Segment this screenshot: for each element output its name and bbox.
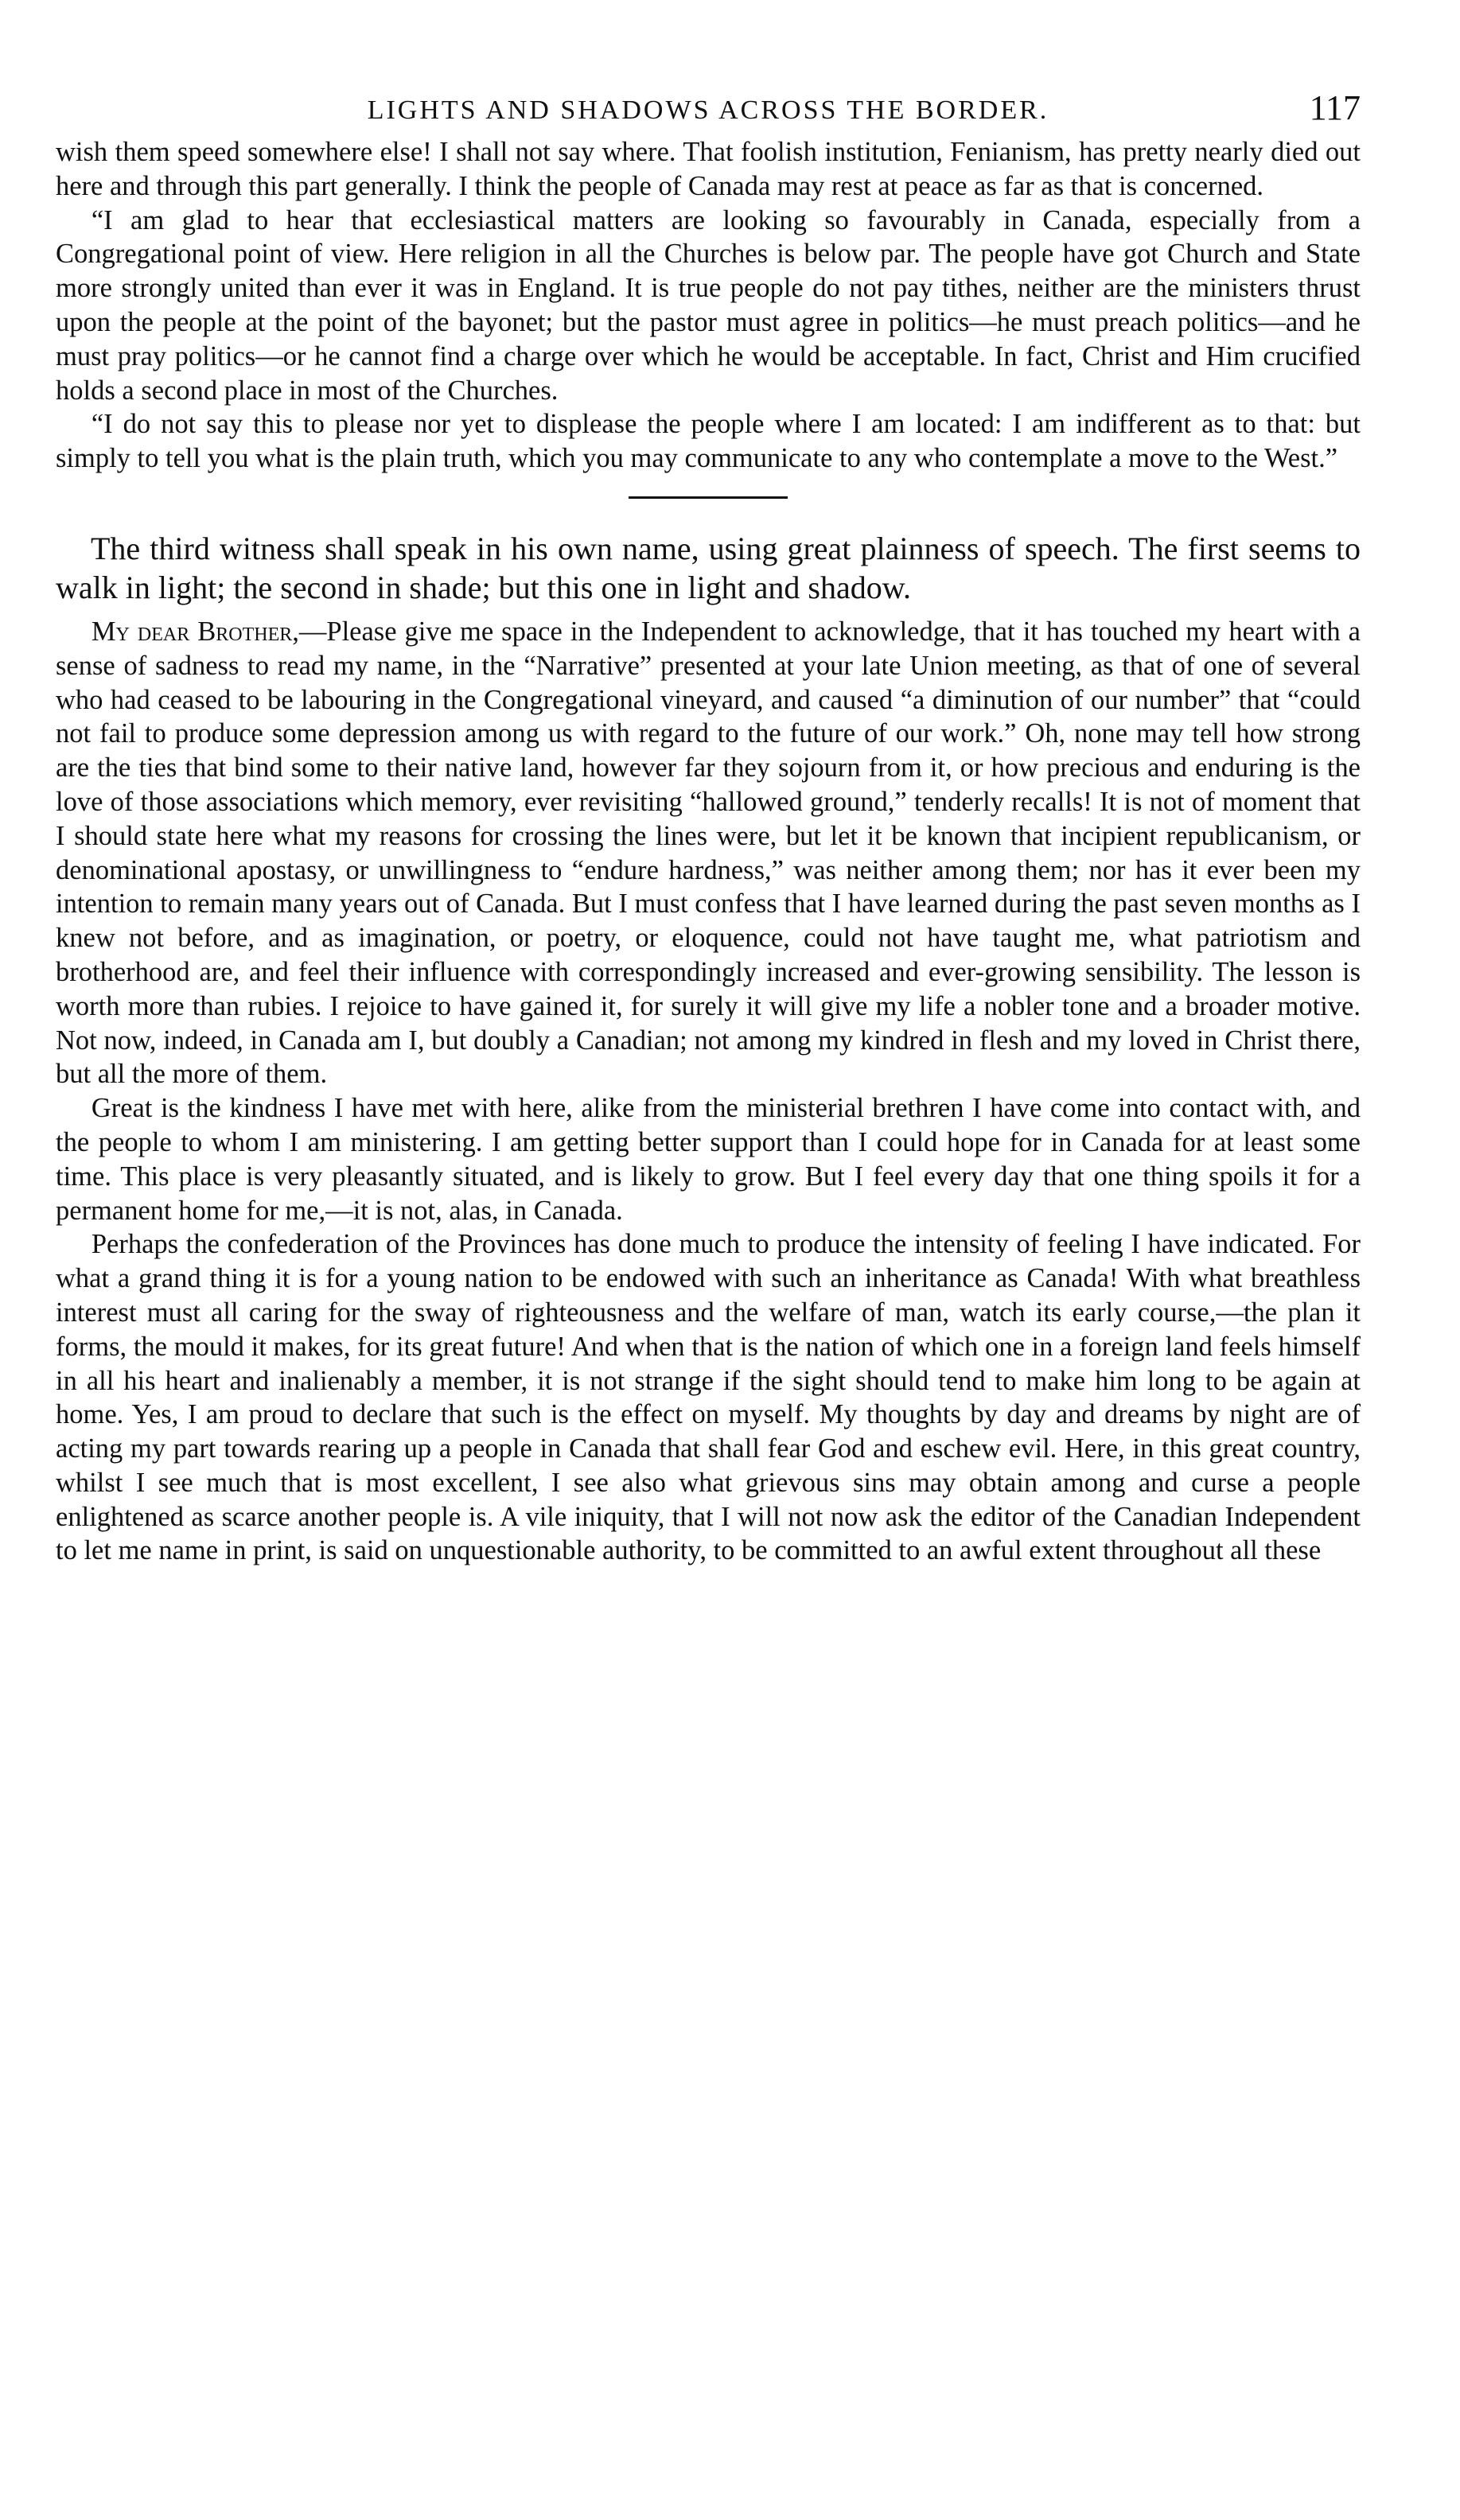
letter-body [56,615,1361,1568]
intro-paragraph: The third witness shall speak in his own name, using great plainness of speech. The first seems to walk in light; the second in shade; but this one in light and shadow. [56,530,1361,605]
running-head: LIGHTS AND SHADOWS ACROSS THE BORDER. [367,95,1049,125]
book-page [56,80,1361,1568]
letter-paragraph [56,615,1361,1091]
letter-paragraph-text: —Please give me space in the Independent to acknowledge, that it has touched my heart with a sense of sadness to read my name, in the “Narrative” presented at your late Union meeting, as that of one of several who had ceased to be labouring in the Congregational vineyard, and caused “a diminution of our number” that “could not fail to produce some depression among us with regard to the future of our work.” Oh, none may tell how strong are the ties that bind some to their native land, however far they sojourn from it, or how precious and enduring is the love of those associations which memory, ever revisiting “hallowed ground,” tenderly recalls! It is not of moment that I should state here what my reasons for crossing the lines were, but let it be known that incipient republicanism, or denominational apostasy, or unwillingness to “endure hardness,” was neither among them; nor has it ever been my intention to remain many years out of Canada. But I must confess that I have learned during the past seven months as I knew not before, and as imagination, or poetry, or eloquence, could not have taught me, what patriotism and brotherhood are, and feel their influence with correspondingly increased and ever-growing sensibility. The lesson is worth more than rubies. I rejoice to have gained it, for surely it will give my life a nobler tone and a broader motive. Not now, indeed, in Canada am I, but doubly a Canadian; not among my kindred in flesh and my loved in Christ there, but all the more of them. [56,616,1361,1090]
letter-paragraph: Great is the kindness I have met with here, alike from the ministerial brethren I have come into contact with, and the people to whom I am ministering. I am getting better support than I could hope for in Canada for at least some time. This place is very pleasantly situated, and is likely to grow. But I feel every day that one thing spoils it for a permanent home for me,—it is not, alas, in Canada. [56,1093,1361,1226]
page-header [56,80,1361,135]
letter-paragraph: Perhaps the confederation of the Provinces has done much to produce the intensity of feeling I have indicated. For what a grand thing it is for a young nation to be endowed with such an inheritance as Canada! With what breathless interest must all caring for the sway of righteousness and the welfare of man, watch its early course,—the plan it forms, the mould it makes, for its great future! And when that is the nation of which one in a foreign land feels himself in all his heart and inalienably a member, it is not strange if the sight should tend to make him long to be again at home. Yes, I am proud to declare that such is the effect on myself. My thoughts by day and dreams by night are of acting my part towards rearing up a people in Canada that shall fear God and eschew evil. Here, in this great country, whilst I see much that is most excellent, I see also what grievous sins may obtain among and curse a people enlightened as scarce another people is. A vile iniquity, that I will not now ask the editor of the Canadian Independent to let me name in print, is said on unquestionable authority, to be committed to an awful extent throughout all these [56,1229,1361,1566]
quote-paragraph: wish them speed somewhere else! I shall not say where. That foolish institution, Fenianism, has pretty nearly died out here and through this part generally. I think the people of Canada may rest at peace as far as that is concerned. [56,137,1361,201]
quote-paragraph: “I am glad to hear that ecclesiastical matters are looking so favourably in Canada, especially from a Congregational point of view. Here religion in all the Churches is below par. The people have got Church and State more strongly united than ever it was in England. It is true people do not pay tithes, neither are the ministers thrust upon the people at the point of the bayonet; but the pastor must agree in politics—he must preach politics—and he must pray politics—or he cannot find a charge over which he would be acceptable. In fact, Christ and Him crucified holds a second place in most of the Churches. [56,204,1361,406]
section-divider [629,496,788,499]
quote-paragraph: “I do not say this to please nor yet to displease the people where I am located: I am indifferent as to that: but simply to tell you what is the plain truth, which you may communicate to any who contemplate a move to the West.” [56,409,1361,474]
page-number: 117 [1309,88,1361,127]
quoted-letter [56,135,1361,476]
salutation: My dear Brother, [91,616,299,647]
